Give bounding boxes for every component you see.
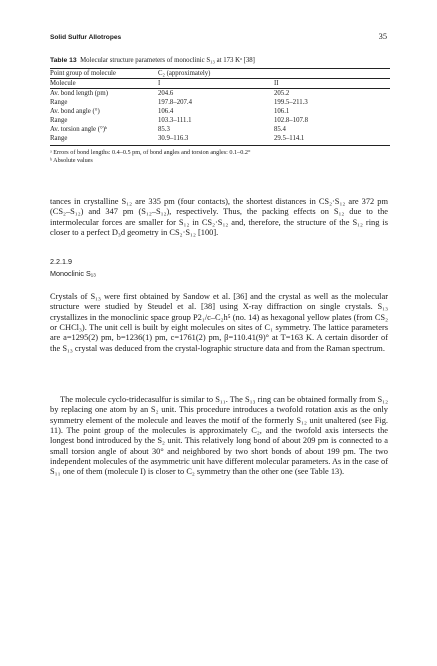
table-cell: Av. bond angle (°) bbox=[50, 108, 100, 115]
running-title: Solid Sulfur Allotropes bbox=[50, 34, 122, 41]
table-cell: 85.4 bbox=[274, 126, 286, 133]
table-row bbox=[50, 89, 390, 98]
table-header-row-2 bbox=[50, 79, 390, 88]
table-cell: 29.5–114.1 bbox=[274, 135, 305, 142]
table-cell: 85.3 bbox=[158, 126, 170, 133]
section-title: Monoclinic S₁₃ bbox=[50, 269, 97, 278]
table-row bbox=[50, 134, 390, 143]
table-head-cell: C₂ (approximately) bbox=[158, 70, 211, 77]
table-footnote-b: ᵇ Absolute values bbox=[50, 157, 93, 164]
table-cell: 199.5–211.3 bbox=[274, 99, 308, 106]
table-head-cell: Molecule bbox=[50, 80, 76, 87]
table-label: Table 13 bbox=[50, 57, 77, 64]
table-header-row-1 bbox=[50, 69, 390, 78]
table-cell: 106.4 bbox=[158, 108, 174, 115]
paragraph-s12-packing: tances in crystalline S₁₂ are 335 pm (four contacts), the shortest distances in CS₂·S₁₂ are 372 pm (CS₂–S₁₂) and 347 pm (S₁₂–S₁₂), respectively. Thus, the packing effects on S₁₂ due to the intermolecular forces are smaller for S₁₂ in CS₂·S₁₂ and, therefore, the structure of the S₁₂ ring is closer to a perfect D₃d geometry in CS₂·S₁₂ [100]. bbox=[50, 197, 388, 238]
table-body bbox=[50, 89, 390, 143]
table-cell: 197.8–207.4 bbox=[158, 99, 192, 106]
table-row bbox=[50, 98, 390, 107]
table-cell: 106.1 bbox=[274, 108, 290, 115]
table-caption-text: Molecular structure parameters of monoclinic S₁₃ at 173 Kᵃ [38] bbox=[80, 57, 255, 64]
table-cell: 205.2 bbox=[274, 90, 290, 97]
running-header bbox=[50, 32, 387, 41]
table-caption bbox=[50, 57, 390, 64]
table-head-cell: I bbox=[158, 80, 161, 87]
table-cell: Av. bond length (pm) bbox=[50, 90, 108, 97]
table-cell: 204.6 bbox=[158, 90, 174, 97]
table-head-cell: II bbox=[274, 80, 279, 87]
paragraph-s13-crystals: Crystals of S₁₃ were first obtained by Sandow et al. [36] and the crystal as well as the molecular structure were studied by Steudel et al. [38] using X-ray diffraction on single crystals. S₁₃ crystallizes in the monoclinic space group P2₁/c–C₂h⁵ (no. 14) as hexagonal yellow plates (from CS₂ or CHCl₃). The unit cell is built by eight molecules on sites of C₁ symmetry. The lattice parameters are a=1295(2) pm, b=1236(1) pm, c=1761(2) pm, β=110.41(9)° at T=163 K. A certain disorder of the S₁₃ crystal was deduced from the crystal-lographic structure data and from the Raman spectrum. bbox=[50, 292, 388, 353]
table-cell: Range bbox=[50, 99, 68, 106]
table-head-cell: Point group of molecule bbox=[50, 70, 116, 77]
table-13 bbox=[50, 68, 390, 165]
table-cell: Range bbox=[50, 117, 68, 124]
table-row bbox=[50, 125, 390, 134]
table-cell: Range bbox=[50, 135, 68, 142]
table-row bbox=[50, 116, 390, 125]
page-number: 35 bbox=[378, 32, 387, 41]
table-cell: 30.9–116.3 bbox=[158, 135, 189, 142]
paragraph-s13-molecule: The molecule cyclo-tridecasulfur is similar to S₁₁. The S₁₃ ring can be obtained formally from S₁₂ by replacing one atom by an S₂ unit. This procedure introduces a twofold rotation axis as the only symmetry element of the molecule and leaves the motif of the formerly S₁₂ unit unaltered (see Fig. 11). The point group of the molecules is approximately C₂, and the twofold axis intersects the longest bond introduced by the S₂ unit. This relatively long bond of about 209 pm is connected to a small torsion angle of about 30° and neighbored by two short bonds of about 199 pm. The two independent molecules of the asymmetric unit have different molecular parameters. As in the case of S₁₁ one of them (molecule I) is closer to C₂ symmetry than the other one (see Table 13). bbox=[50, 395, 388, 477]
table-row bbox=[50, 107, 390, 116]
table-cell: Av. torsion angle (°)ᵇ bbox=[50, 126, 108, 133]
section-number: 2.2.1.9 bbox=[50, 257, 72, 266]
table-footnote-a: ᵃ Errors of bond lengths: 0.4–0.5 pm, of bond angles and torsion angles: 0.1–0.2° bbox=[50, 149, 251, 156]
table-cell: 103.3–111.1 bbox=[158, 117, 192, 124]
table-cell: 102.8–107.8 bbox=[274, 117, 308, 124]
